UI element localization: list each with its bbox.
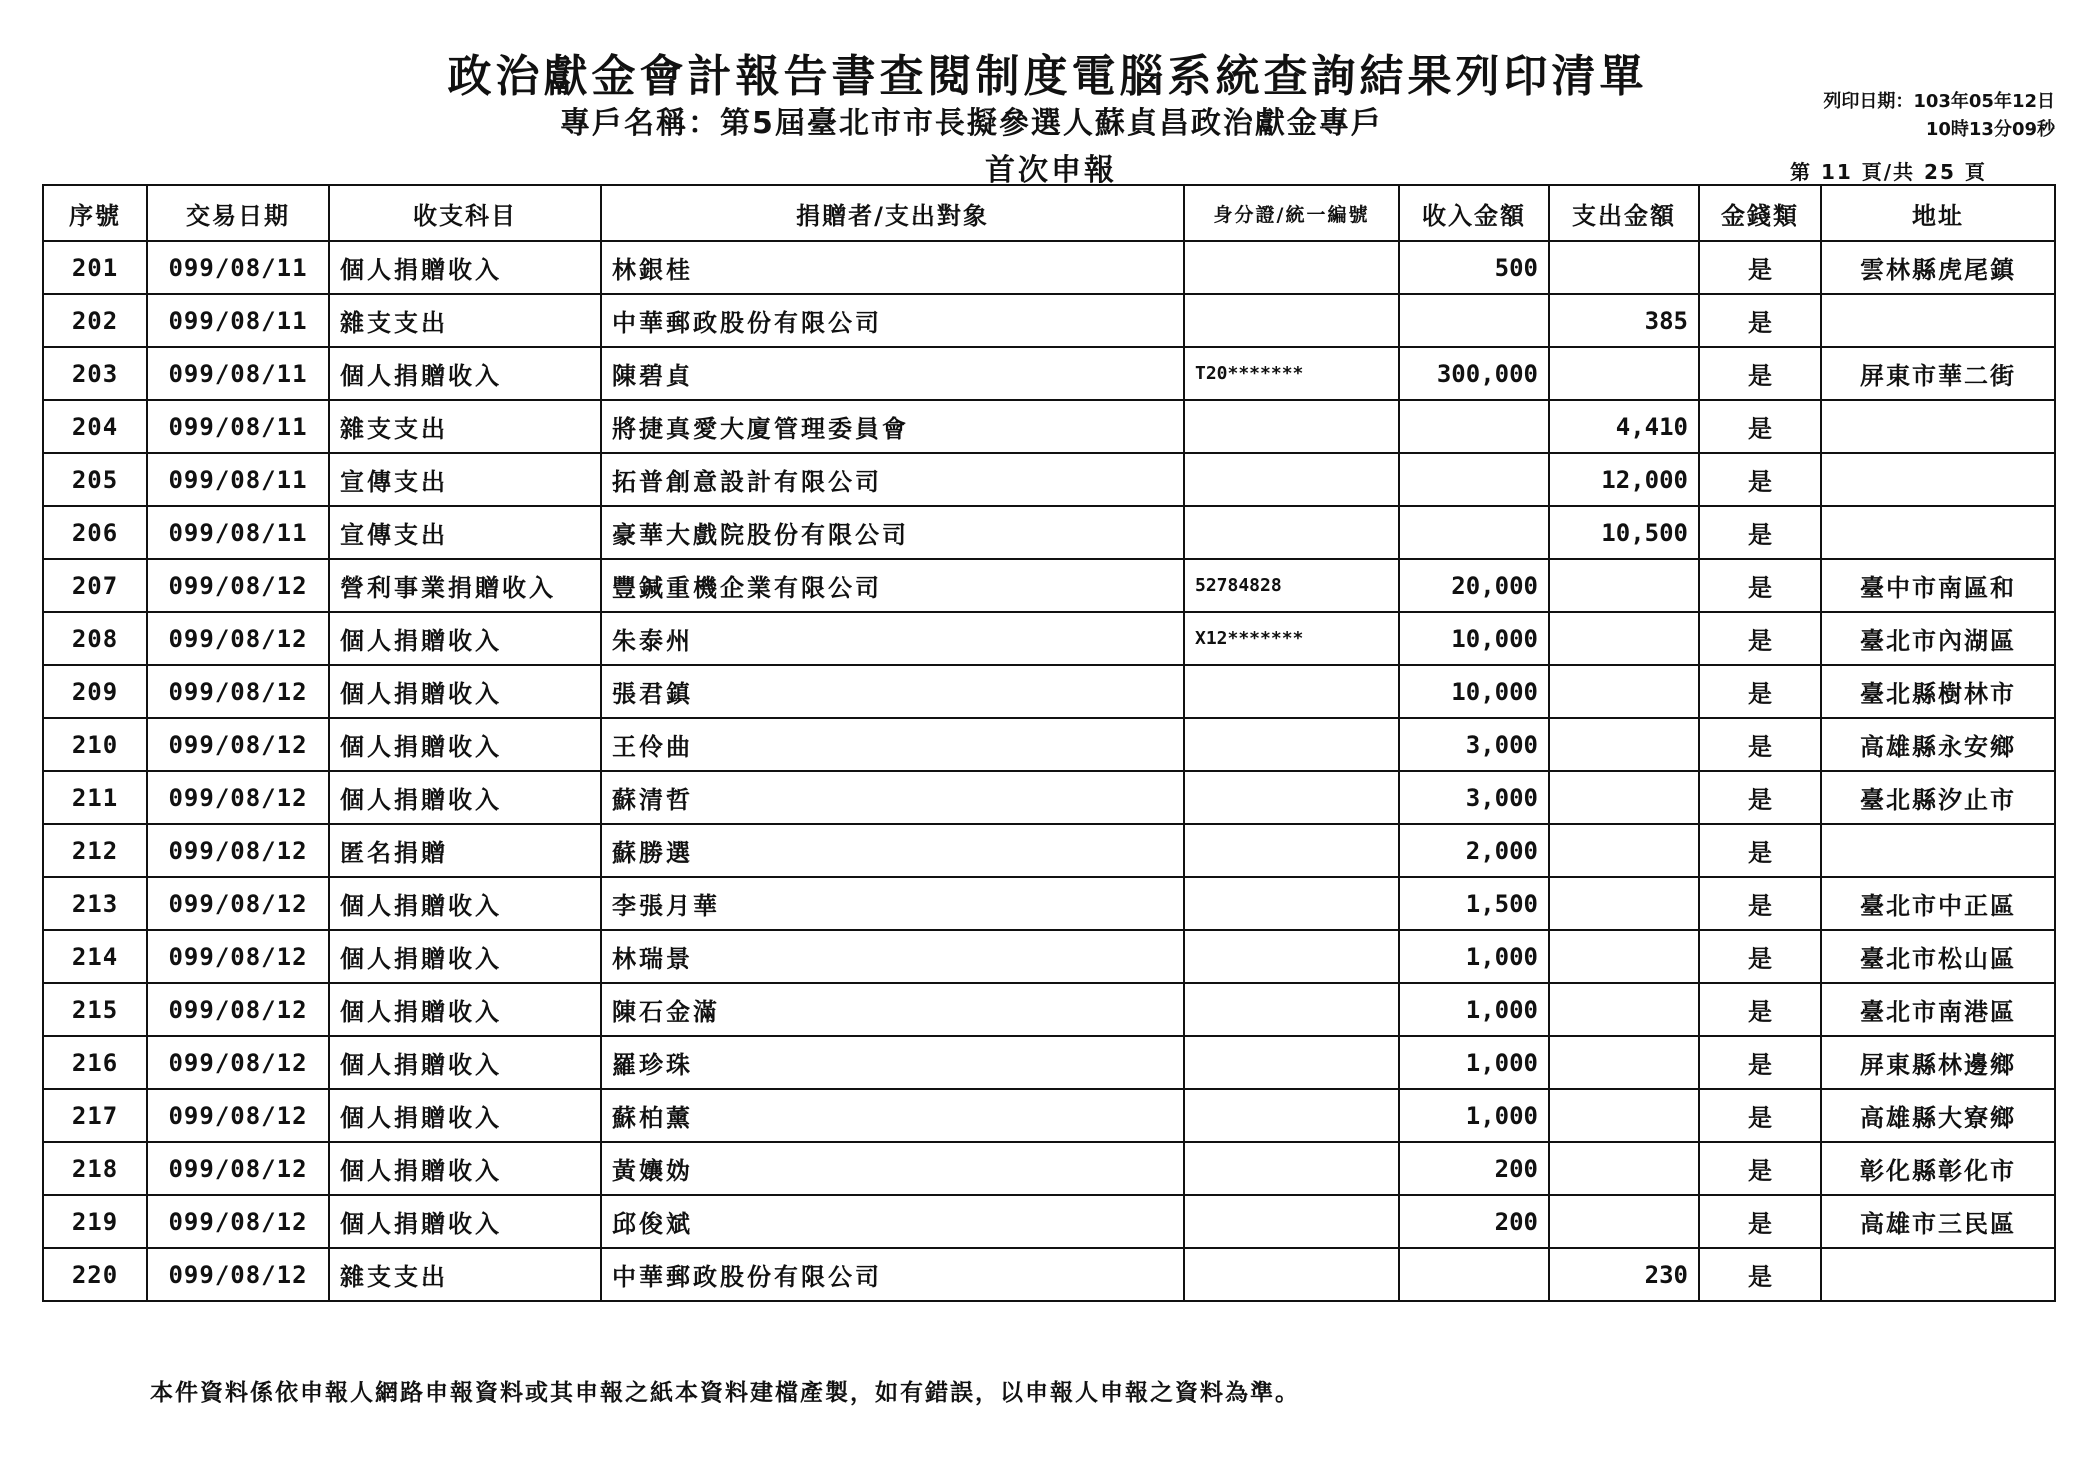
cell-seq: 212 [43, 824, 147, 877]
cell-address: 屏東縣林邊鄉 [1821, 1036, 2055, 1089]
cell-address [1821, 1248, 2055, 1301]
cell-expense [1549, 930, 1699, 983]
cell-id: X12******* [1184, 612, 1399, 665]
cell-category: 匿名捐贈 [329, 824, 601, 877]
cell-id [1184, 453, 1399, 506]
cell-income: 200 [1399, 1195, 1549, 1248]
cell-category: 雜支支出 [329, 400, 601, 453]
print-info [1823, 88, 2055, 144]
cell-id [1184, 983, 1399, 1036]
cell-party: 陳石金滿 [601, 983, 1184, 1036]
table-row [43, 506, 2055, 559]
cell-date: 099/08/12 [147, 1248, 329, 1301]
cell-party: 蘇清哲 [601, 771, 1184, 824]
cell-seq: 220 [43, 1248, 147, 1301]
cell-seq: 206 [43, 506, 147, 559]
cell-expense [1549, 1142, 1699, 1195]
cell-expense: 385 [1549, 294, 1699, 347]
cell-date: 099/08/12 [147, 665, 329, 718]
cell-category: 個人捐贈收入 [329, 612, 601, 665]
cell-id [1184, 824, 1399, 877]
cell-category: 個人捐贈收入 [329, 1089, 601, 1142]
cell-category: 個人捐贈收入 [329, 930, 601, 983]
cell-category: 個人捐贈收入 [329, 983, 601, 1036]
cell-seq: 214 [43, 930, 147, 983]
cell-cash: 是 [1699, 294, 1821, 347]
cell-address [1821, 294, 2055, 347]
cell-seq: 203 [43, 347, 147, 400]
cell-address: 高雄縣大寮鄉 [1821, 1089, 2055, 1142]
cell-cash: 是 [1699, 983, 1821, 1036]
cell-income [1399, 294, 1549, 347]
cell-party: 羅珍珠 [601, 1036, 1184, 1089]
cell-party: 將捷真愛大廈管理委員會 [601, 400, 1184, 453]
print-time: 10時13分09秒 [1925, 119, 2055, 140]
cell-date: 099/08/12 [147, 1089, 329, 1142]
cell-date: 099/08/12 [147, 612, 329, 665]
cell-id [1184, 1036, 1399, 1089]
cell-category: 雜支支出 [329, 1248, 601, 1301]
cell-date: 099/08/12 [147, 983, 329, 1036]
cell-id [1184, 771, 1399, 824]
cell-cash: 是 [1699, 1248, 1821, 1301]
cell-income [1399, 453, 1549, 506]
ledger-table [42, 184, 2056, 1302]
cell-income [1399, 1248, 1549, 1301]
table-row [43, 930, 2055, 983]
account-name: 專戶名稱：第5屆臺北市市長擬參選人蘇貞昌政治獻金專戶 [560, 106, 1383, 141]
cell-category: 個人捐贈收入 [329, 771, 601, 824]
cell-id [1184, 718, 1399, 771]
col-header-party: 捐贈者/支出對象 [601, 185, 1184, 241]
cell-seq: 205 [43, 453, 147, 506]
table-row [43, 1195, 2055, 1248]
cell-expense [1549, 1036, 1699, 1089]
cell-date: 099/08/12 [147, 1036, 329, 1089]
cell-expense [1549, 718, 1699, 771]
table-row [43, 347, 2055, 400]
col-header-income: 收入金額 [1399, 185, 1549, 241]
cell-cash: 是 [1699, 1195, 1821, 1248]
table-row [43, 294, 2055, 347]
col-header-cash: 金錢類 [1699, 185, 1821, 241]
cell-cash: 是 [1699, 241, 1821, 294]
cell-expense: 4,410 [1549, 400, 1699, 453]
cell-date: 099/08/12 [147, 930, 329, 983]
col-header-expense: 支出金額 [1549, 185, 1699, 241]
cell-address [1821, 453, 2055, 506]
cell-cash: 是 [1699, 453, 1821, 506]
cell-category: 個人捐贈收入 [329, 718, 601, 771]
cell-date: 099/08/12 [147, 559, 329, 612]
cell-cash: 是 [1699, 506, 1821, 559]
cell-id [1184, 1248, 1399, 1301]
cell-income [1399, 400, 1549, 453]
cell-seq: 204 [43, 400, 147, 453]
cell-party: 中華郵政股份有限公司 [601, 294, 1184, 347]
table-row [43, 718, 2055, 771]
cell-party: 豐鍼重機企業有限公司 [601, 559, 1184, 612]
cell-party: 蘇勝選 [601, 824, 1184, 877]
cell-income: 2,000 [1399, 824, 1549, 877]
table-row [43, 453, 2055, 506]
cell-expense [1549, 771, 1699, 824]
cell-address [1821, 824, 2055, 877]
cell-id [1184, 877, 1399, 930]
cell-address [1821, 400, 2055, 453]
cell-category: 個人捐贈收入 [329, 1142, 601, 1195]
print-date: 列印日期：103年05年12日 [1823, 91, 2055, 112]
cell-income: 300,000 [1399, 347, 1549, 400]
cell-income: 10,000 [1399, 612, 1549, 665]
report-type: 首次申報 [985, 153, 1117, 188]
cell-address [1821, 506, 2055, 559]
cell-category: 宣傳支出 [329, 453, 601, 506]
col-header-id: 身分證/統一編號 [1184, 185, 1399, 241]
cell-date: 099/08/11 [147, 347, 329, 400]
cell-income: 10,000 [1399, 665, 1549, 718]
cell-income: 1,000 [1399, 1036, 1549, 1089]
table-row [43, 241, 2055, 294]
cell-expense [1549, 1195, 1699, 1248]
cell-seq: 211 [43, 771, 147, 824]
cell-cash: 是 [1699, 665, 1821, 718]
table-row [43, 1248, 2055, 1301]
table-row [43, 1036, 2055, 1089]
cell-date: 099/08/12 [147, 771, 329, 824]
cell-party: 林銀桂 [601, 241, 1184, 294]
cell-income: 1,000 [1399, 930, 1549, 983]
cell-party: 邱俊斌 [601, 1195, 1184, 1248]
cell-id: 52784828 [1184, 559, 1399, 612]
table-row [43, 877, 2055, 930]
cell-party: 拓普創意設計有限公司 [601, 453, 1184, 506]
cell-party: 朱泰州 [601, 612, 1184, 665]
header-row [43, 185, 2055, 241]
cell-category: 個人捐贈收入 [329, 665, 601, 718]
cell-party: 林瑞景 [601, 930, 1184, 983]
cell-date: 099/08/11 [147, 506, 329, 559]
table-row [43, 400, 2055, 453]
cell-income: 200 [1399, 1142, 1549, 1195]
cell-address: 臺北市南港區 [1821, 983, 2055, 1036]
cell-cash: 是 [1699, 930, 1821, 983]
cell-cash: 是 [1699, 771, 1821, 824]
cell-party: 張君鎮 [601, 665, 1184, 718]
cell-party: 中華郵政股份有限公司 [601, 1248, 1184, 1301]
cell-cash: 是 [1699, 1089, 1821, 1142]
cell-expense [1549, 877, 1699, 930]
cell-id [1184, 241, 1399, 294]
cell-id: T20******* [1184, 347, 1399, 400]
table-row [43, 665, 2055, 718]
cell-seq: 209 [43, 665, 147, 718]
cell-seq: 210 [43, 718, 147, 771]
cell-expense [1549, 559, 1699, 612]
cell-seq: 207 [43, 559, 147, 612]
cell-id [1184, 294, 1399, 347]
cell-date: 099/08/11 [147, 400, 329, 453]
cell-seq: 202 [43, 294, 147, 347]
table-row [43, 1142, 2055, 1195]
cell-party: 陳碧貞 [601, 347, 1184, 400]
cell-address: 高雄市三民區 [1821, 1195, 2055, 1248]
cell-income: 3,000 [1399, 771, 1549, 824]
cell-cash: 是 [1699, 1036, 1821, 1089]
cell-address: 臺北縣汐止市 [1821, 771, 2055, 824]
cell-party: 蘇柏薰 [601, 1089, 1184, 1142]
cell-seq: 217 [43, 1089, 147, 1142]
cell-category: 雜支支出 [329, 294, 601, 347]
cell-expense [1549, 347, 1699, 400]
page-number: 第 11 頁/共 25 頁 [1790, 160, 1987, 184]
cell-cash: 是 [1699, 400, 1821, 453]
cell-seq: 219 [43, 1195, 147, 1248]
cell-cash: 是 [1699, 877, 1821, 930]
cell-cash: 是 [1699, 824, 1821, 877]
cell-id [1184, 1089, 1399, 1142]
cell-income: 1,000 [1399, 1089, 1549, 1142]
table-row [43, 771, 2055, 824]
col-header-category: 收支科目 [329, 185, 601, 241]
cell-category: 營利事業捐贈收入 [329, 559, 601, 612]
cell-cash: 是 [1699, 1142, 1821, 1195]
cell-cash: 是 [1699, 347, 1821, 400]
cell-income: 500 [1399, 241, 1549, 294]
cell-cash: 是 [1699, 612, 1821, 665]
cell-date: 099/08/12 [147, 824, 329, 877]
table-row [43, 559, 2055, 612]
cell-expense: 10,500 [1549, 506, 1699, 559]
cell-cash: 是 [1699, 559, 1821, 612]
cell-seq: 213 [43, 877, 147, 930]
cell-income: 1,000 [1399, 983, 1549, 1036]
cell-cash: 是 [1699, 718, 1821, 771]
cell-seq: 218 [43, 1142, 147, 1195]
cell-category: 宣傳支出 [329, 506, 601, 559]
cell-id [1184, 930, 1399, 983]
cell-category: 個人捐贈收入 [329, 877, 601, 930]
cell-date: 099/08/11 [147, 294, 329, 347]
cell-expense [1549, 824, 1699, 877]
cell-income: 3,000 [1399, 718, 1549, 771]
col-header-seq: 序號 [43, 185, 147, 241]
cell-expense: 230 [1549, 1248, 1699, 1301]
table-row [43, 983, 2055, 1036]
cell-party: 豪華大戲院股份有限公司 [601, 506, 1184, 559]
ledger-body [43, 241, 2055, 1301]
cell-category: 個人捐贈收入 [329, 1036, 601, 1089]
cell-date: 099/08/11 [147, 241, 329, 294]
cell-income: 1,500 [1399, 877, 1549, 930]
cell-seq: 208 [43, 612, 147, 665]
table-row [43, 1089, 2055, 1142]
cell-expense [1549, 983, 1699, 1036]
table-row [43, 824, 2055, 877]
cell-category: 個人捐贈收入 [329, 347, 601, 400]
cell-address: 高雄縣永安鄉 [1821, 718, 2055, 771]
cell-seq: 216 [43, 1036, 147, 1089]
cell-party: 黃孃妫 [601, 1142, 1184, 1195]
page-title: 政治獻金會計報告書查閱制度電腦系統查詢結果列印清單 [447, 51, 1648, 102]
cell-id [1184, 506, 1399, 559]
cell-id [1184, 1195, 1399, 1248]
col-header-date: 交易日期 [147, 185, 329, 241]
cell-id [1184, 665, 1399, 718]
col-header-address: 地址 [1821, 185, 2055, 241]
cell-category: 個人捐贈收入 [329, 241, 601, 294]
cell-id [1184, 400, 1399, 453]
cell-address: 臺北市內湖區 [1821, 612, 2055, 665]
cell-date: 099/08/12 [147, 1142, 329, 1195]
cell-income [1399, 506, 1549, 559]
cell-party: 王伶曲 [601, 718, 1184, 771]
cell-address: 屏東市華二街 [1821, 347, 2055, 400]
cell-id [1184, 1142, 1399, 1195]
cell-income: 20,000 [1399, 559, 1549, 612]
cell-address: 臺北市中正區 [1821, 877, 2055, 930]
cell-expense: 12,000 [1549, 453, 1699, 506]
cell-address: 臺中市南區和 [1821, 559, 2055, 612]
cell-date: 099/08/12 [147, 718, 329, 771]
cell-category: 個人捐贈收入 [329, 1195, 601, 1248]
cell-expense [1549, 241, 1699, 294]
footer-note: 本件資料係依申報人網路申報資料或其申報之紙本資料建檔產製，如有錯誤，以申報人申報之資料為準。 [150, 1380, 1300, 1406]
cell-seq: 201 [43, 241, 147, 294]
cell-date: 099/08/11 [147, 453, 329, 506]
cell-expense [1549, 1089, 1699, 1142]
cell-expense [1549, 665, 1699, 718]
cell-seq: 215 [43, 983, 147, 1036]
cell-address: 彰化縣彰化市 [1821, 1142, 2055, 1195]
cell-address: 雲林縣虎尾鎮 [1821, 241, 2055, 294]
cell-expense [1549, 612, 1699, 665]
cell-date: 099/08/12 [147, 877, 329, 930]
cell-address: 臺北市松山區 [1821, 930, 2055, 983]
table-row [43, 612, 2055, 665]
cell-party: 李張月華 [601, 877, 1184, 930]
cell-date: 099/08/12 [147, 1195, 329, 1248]
cell-address: 臺北縣樹林市 [1821, 665, 2055, 718]
